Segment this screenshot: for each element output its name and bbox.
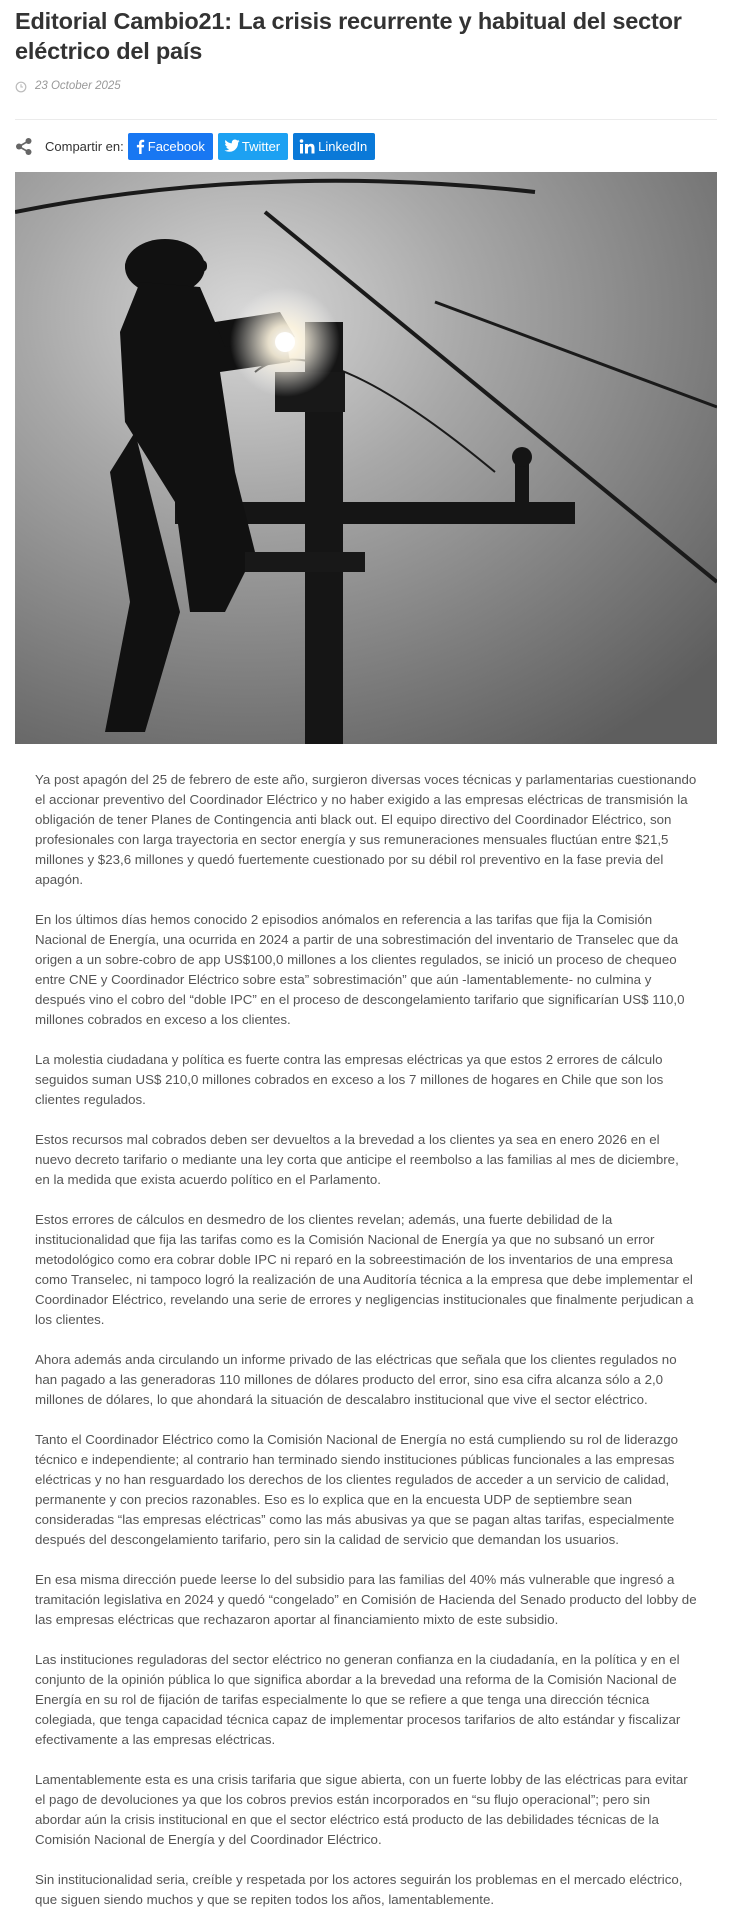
article-paragraph: Las instituciones reguladoras del sector eléctrico no generan confianza en la ciudadanía, en la política y en el conjunto de la opinión pública lo que significa abordar a la brevedad una reforma de la Comisión Nacional de Energía en su rol de fijación de tarifas especialmente lo que se refiere a que tenga una dirección técnica colegiada, que tenga capacidad técnica capaz de implementar procesos tarifarios de alto estándar y fiscalizar efectivamente a las empresas eléctricas.	[35, 1652, 681, 1747]
article-paragraph: Sin institucionalidad seria, creíble y respetada por los actores seguirán los problemas en el mercado eléctrico, que siguen siendo muchos y que se repiten todos los años, lamentablemente.	[35, 1872, 683, 1907]
share-label: Compartir en:	[45, 138, 124, 154]
hero-image	[15, 172, 717, 744]
article-paragraph: Tanto el Coordinador Eléctrico como la Comisión Nacional de Energía no está cumpliendo su rol de liderazgo técnico e independiente; al contrario han terminado siendo instituciones públicas funcionales a las empresas eléctricas y no han resguardado los derechos de los clientes regulados de acceder a un servicio de calidad, permanente y con precios razonables. Eso es lo explica que en la encuesta UDP de septiembre sean consideradas “las empresas eléctricas” como las más abusivas ya que se pagan altas tarifas, especialmente después del descongelamiento tarifario, pero sin la calidad de servicio que demandan los usuarios.	[35, 1432, 679, 1547]
linkedin-share-label: LinkedIn	[318, 138, 368, 154]
twitter-share-label: Twitter	[241, 138, 281, 154]
article-paragraph: En los últimos días hemos conocido 2 episodios anómalos en referencia a las tarifas que fija la Comisión Nacional de Energía, una ocurrida en 2024 a partir de una sobrestimación del inventario de Transelec que da origen a un sobre-cobro de app US$100,0 millones a los clientes regulados, se inició un proceso de chequeo entre CNE y Coordinador Eléctrico sobre esta” sobrestimación” que aún -lamentablemente- no culmina y después vino el cobro del “doble IPC” en el proceso de descongelamiento tarifario que significarían US$ 110,0 millones cobrados en exceso a los clientes.	[35, 912, 685, 1027]
linkedin-icon	[299, 139, 316, 154]
divider	[15, 119, 717, 120]
share-bar	[15, 132, 380, 160]
twitter-icon	[224, 139, 240, 153]
article-title: Editorial Cambio21: La crisis recurrente y habitual del sector eléctrico del país	[15, 8, 682, 64]
article-paragraph: Ahora además anda circulando un informe privado de las eléctricas que señala que los clientes regulados no han pagado a las generadoras 110 millones de dólares producto del error, sino esa cifra alcanza sólo a 2,0 millones de dólares, lo que ahondará la situación de descalabro institucional que vive el sector eléctrico.	[35, 1352, 677, 1407]
article-paragraph: La molestia ciudadana y política es fuerte contra las empresas eléctricas ya que estos 2 errores de cálculo seguidos suman US$ 210,0 millones cobrados en exceso a los 7 millones de hogares en Chile que son los clientes regulados.	[35, 1052, 664, 1107]
facebook-share-button[interactable]	[128, 133, 213, 160]
clock-icon	[15, 80, 27, 92]
article-meta	[15, 78, 121, 94]
article-paragraph: Lamentablemente esta es una crisis tarifaria que sigue abierta, con un fuerte lobby de las eléctricas para evitar el pago de devoluciones ya que los cobros previos están incorporados en “su flujo operacional”; pero sin abordar aún la crisis institucional en que el sector eléctrico está producto de las debilidades técnicas de la Comisión Nacional de Energía y del Coordinador Eléctrico.	[35, 1772, 688, 1847]
facebook-icon	[134, 139, 146, 154]
linkedin-share-button[interactable]	[293, 133, 375, 160]
article-paragraph: Estos errores de cálculos en desmedro de los clientes revelan; además, una fuerte debilidad de la institucionalidad que fija las tarifas como es la Comisión Nacional de Energía ya que no subsanó un error metodológico como era cobrar doble IPC ni reparó en la sobreestimación de los inventarios de una empresa como Transelec, ni tampoco logró la realización de una Auditoría técnica a la empresa que debe implementar el Coordinador Eléctrico, revelando una serie de errores y negligencias institucionales que finalmente perjudican a los clientes.	[35, 1212, 694, 1327]
article-paragraph: En esa misma dirección puede leerse lo del subsidio para las familias del 40% más vulnerable que ingresó a tramitación legislativa en 2024 y quedó “congelado” en Comisión de Hacienda del Senado producto del lobby de las empresas eléctricas que rechazaron aportar al financiamiento mixto de este subsidio.	[35, 1572, 697, 1627]
article-date: 23 October 2025	[35, 80, 121, 92]
facebook-share-label: Facebook	[147, 138, 205, 154]
article-body	[35, 770, 697, 1930]
twitter-share-button[interactable]	[218, 133, 288, 160]
share-icon	[15, 137, 33, 155]
article-paragraph: Estos recursos mal cobrados deben ser devueltos a la brevedad a los clientes ya sea en enero 2026 en el nuevo decreto tarifario o mediante una ley corta que anticipe el reembolso a las familias al mes de diciembre, en la medida que exista acuerdo político en el Parlamento.	[35, 1132, 679, 1187]
article-paragraph: Ya post apagón del 25 de febrero de este año, surgieron diversas voces técnicas y parlamentarias cuestionando el accionar preventivo del Coordinador Eléctrico y no haber exigido a las empresas eléctricas de transmisión la obligación de tener Planes de Contingencia anti black out. El equipo directivo del Coordinador Eléctrico, son profesionales con larga trayectoria en sector energía y sus remuneraciones mensuales fluctúan entre $21,5 millones y $23,6 millones y quedó fuertemente cuestionado por su débil rol preventivo en la fase previa del apagón.	[35, 772, 697, 887]
